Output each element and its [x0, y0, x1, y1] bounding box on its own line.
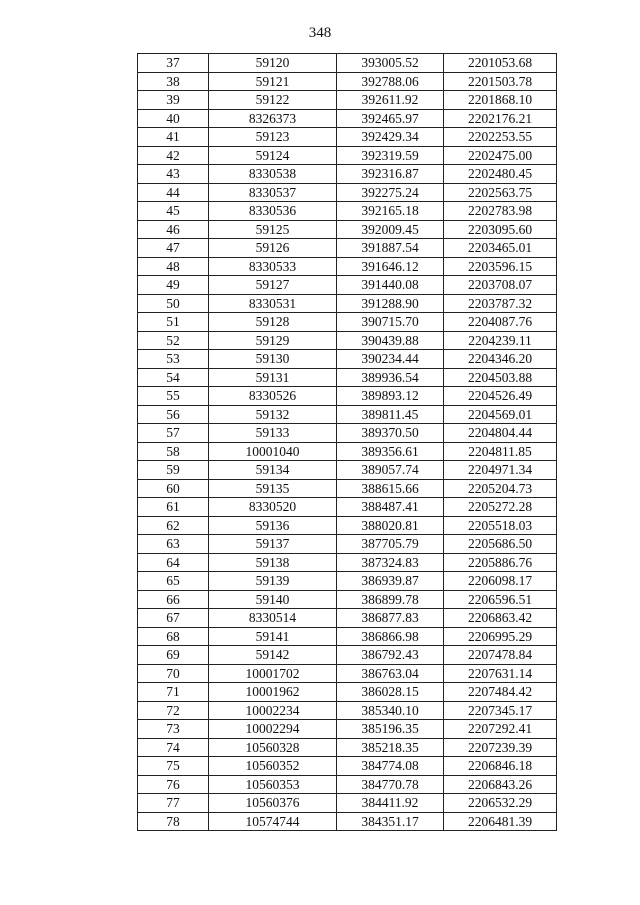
coordinates-table-body — [138, 54, 557, 831]
y-coordinate-cell: 2206863.42 — [444, 609, 557, 628]
y-coordinate-cell: 2204346.20 — [444, 350, 557, 369]
table-row — [138, 479, 557, 498]
x-coordinate-cell: 392429.34 — [337, 128, 444, 147]
y-coordinate-cell: 2204804.44 — [444, 424, 557, 443]
y-coordinate-cell: 2203708.07 — [444, 276, 557, 295]
point-number-cell: 52 — [138, 331, 209, 350]
point-id-cell: 8330536 — [209, 202, 337, 221]
point-id-cell: 59124 — [209, 146, 337, 165]
table-row — [138, 183, 557, 202]
y-coordinate-cell: 2203465.01 — [444, 239, 557, 258]
y-coordinate-cell: 2206995.29 — [444, 627, 557, 646]
point-number-cell: 66 — [138, 590, 209, 609]
x-coordinate-cell: 391440.08 — [337, 276, 444, 295]
table-row — [138, 461, 557, 480]
point-number-cell: 61 — [138, 498, 209, 517]
table-row — [138, 609, 557, 628]
x-coordinate-cell: 392165.18 — [337, 202, 444, 221]
point-number-cell: 74 — [138, 738, 209, 757]
point-id-cell: 59120 — [209, 54, 337, 73]
point-id-cell: 59134 — [209, 461, 337, 480]
table-row — [138, 146, 557, 165]
y-coordinate-cell: 2205204.73 — [444, 479, 557, 498]
x-coordinate-cell: 386792.43 — [337, 646, 444, 665]
y-coordinate-cell: 2206098.17 — [444, 572, 557, 591]
y-coordinate-cell: 2204087.76 — [444, 313, 557, 332]
point-id-cell: 8330533 — [209, 257, 337, 276]
x-coordinate-cell: 385218.35 — [337, 738, 444, 757]
table-row — [138, 535, 557, 554]
point-id-cell: 59141 — [209, 627, 337, 646]
y-coordinate-cell: 2206846.18 — [444, 757, 557, 776]
point-number-cell: 41 — [138, 128, 209, 147]
y-coordinate-cell: 2202253.55 — [444, 128, 557, 147]
y-coordinate-cell: 2204526.49 — [444, 387, 557, 406]
y-coordinate-cell: 2201868.10 — [444, 91, 557, 110]
point-id-cell: 10574744 — [209, 812, 337, 831]
x-coordinate-cell: 389370.50 — [337, 424, 444, 443]
point-number-cell: 51 — [138, 313, 209, 332]
table-row — [138, 757, 557, 776]
table-row — [138, 165, 557, 184]
x-coordinate-cell: 388615.66 — [337, 479, 444, 498]
table-row — [138, 257, 557, 276]
coordinates-table — [137, 53, 557, 831]
y-coordinate-cell: 2207478.84 — [444, 646, 557, 665]
table-row — [138, 220, 557, 239]
x-coordinate-cell: 392465.97 — [337, 109, 444, 128]
table-row — [138, 683, 557, 702]
x-coordinate-cell: 391887.54 — [337, 239, 444, 258]
table-row — [138, 239, 557, 258]
table-row — [138, 442, 557, 461]
point-id-cell: 59133 — [209, 424, 337, 443]
x-coordinate-cell: 392611.92 — [337, 91, 444, 110]
x-coordinate-cell: 390439.88 — [337, 331, 444, 350]
point-number-cell: 40 — [138, 109, 209, 128]
x-coordinate-cell: 387705.79 — [337, 535, 444, 554]
x-coordinate-cell: 389936.54 — [337, 368, 444, 387]
y-coordinate-cell: 2204971.34 — [444, 461, 557, 480]
x-coordinate-cell: 386877.83 — [337, 609, 444, 628]
x-coordinate-cell: 391646.12 — [337, 257, 444, 276]
y-coordinate-cell: 2204503.88 — [444, 368, 557, 387]
point-number-cell: 60 — [138, 479, 209, 498]
x-coordinate-cell: 384770.78 — [337, 775, 444, 794]
point-number-cell: 50 — [138, 294, 209, 313]
point-number-cell: 39 — [138, 91, 209, 110]
y-coordinate-cell: 2202563.75 — [444, 183, 557, 202]
point-number-cell: 46 — [138, 220, 209, 239]
point-id-cell: 8326373 — [209, 109, 337, 128]
table-row — [138, 202, 557, 221]
y-coordinate-cell: 2206596.51 — [444, 590, 557, 609]
x-coordinate-cell: 392009.45 — [337, 220, 444, 239]
point-number-cell: 37 — [138, 54, 209, 73]
table-row — [138, 627, 557, 646]
point-id-cell: 10560353 — [209, 775, 337, 794]
point-id-cell: 59135 — [209, 479, 337, 498]
x-coordinate-cell: 392316.87 — [337, 165, 444, 184]
table-row — [138, 276, 557, 295]
x-coordinate-cell: 384351.17 — [337, 812, 444, 831]
point-number-cell: 49 — [138, 276, 209, 295]
point-id-cell: 10002294 — [209, 720, 337, 739]
point-id-cell: 59126 — [209, 239, 337, 258]
table-row — [138, 646, 557, 665]
point-id-cell: 59130 — [209, 350, 337, 369]
table-row — [138, 91, 557, 110]
y-coordinate-cell: 2202783.98 — [444, 202, 557, 221]
point-id-cell: 59137 — [209, 535, 337, 554]
x-coordinate-cell: 386028.15 — [337, 683, 444, 702]
point-number-cell: 59 — [138, 461, 209, 480]
point-id-cell: 10001702 — [209, 664, 337, 683]
point-id-cell: 59129 — [209, 331, 337, 350]
point-number-cell: 63 — [138, 535, 209, 554]
table-row — [138, 701, 557, 720]
y-coordinate-cell: 2205518.03 — [444, 516, 557, 535]
point-number-cell: 45 — [138, 202, 209, 221]
point-id-cell: 10560328 — [209, 738, 337, 757]
x-coordinate-cell: 392788.06 — [337, 72, 444, 91]
table-row — [138, 590, 557, 609]
table-row — [138, 424, 557, 443]
x-coordinate-cell: 393005.52 — [337, 54, 444, 73]
y-coordinate-cell: 2207631.14 — [444, 664, 557, 683]
y-coordinate-cell: 2205886.76 — [444, 553, 557, 572]
point-id-cell: 59123 — [209, 128, 337, 147]
point-id-cell: 8330514 — [209, 609, 337, 628]
point-number-cell: 70 — [138, 664, 209, 683]
x-coordinate-cell: 389811.45 — [337, 405, 444, 424]
point-id-cell: 59142 — [209, 646, 337, 665]
x-coordinate-cell: 390715.70 — [337, 313, 444, 332]
point-id-cell: 59131 — [209, 368, 337, 387]
table-row — [138, 72, 557, 91]
table-row — [138, 313, 557, 332]
point-number-cell: 67 — [138, 609, 209, 628]
point-id-cell: 59121 — [209, 72, 337, 91]
x-coordinate-cell: 386763.04 — [337, 664, 444, 683]
point-number-cell: 38 — [138, 72, 209, 91]
y-coordinate-cell: 2202176.21 — [444, 109, 557, 128]
point-number-cell: 48 — [138, 257, 209, 276]
y-coordinate-cell: 2203787.32 — [444, 294, 557, 313]
x-coordinate-cell: 385196.35 — [337, 720, 444, 739]
point-number-cell: 56 — [138, 405, 209, 424]
point-id-cell: 59127 — [209, 276, 337, 295]
point-number-cell: 42 — [138, 146, 209, 165]
table-row — [138, 572, 557, 591]
x-coordinate-cell: 388487.41 — [337, 498, 444, 517]
point-id-cell: 10560376 — [209, 794, 337, 813]
point-id-cell: 8330526 — [209, 387, 337, 406]
y-coordinate-cell: 2205686.50 — [444, 535, 557, 554]
y-coordinate-cell: 2207484.42 — [444, 683, 557, 702]
point-number-cell: 64 — [138, 553, 209, 572]
x-coordinate-cell: 387324.83 — [337, 553, 444, 572]
table-row — [138, 664, 557, 683]
point-id-cell: 10560352 — [209, 757, 337, 776]
table-row — [138, 368, 557, 387]
point-id-cell: 8330520 — [209, 498, 337, 517]
point-id-cell: 59138 — [209, 553, 337, 572]
x-coordinate-cell: 388020.81 — [337, 516, 444, 535]
point-id-cell: 8330531 — [209, 294, 337, 313]
y-coordinate-cell: 2203095.60 — [444, 220, 557, 239]
point-id-cell: 59128 — [209, 313, 337, 332]
table-row — [138, 720, 557, 739]
point-id-cell: 10001962 — [209, 683, 337, 702]
point-number-cell: 71 — [138, 683, 209, 702]
y-coordinate-cell: 2202480.45 — [444, 165, 557, 184]
point-number-cell: 68 — [138, 627, 209, 646]
y-coordinate-cell: 2207345.17 — [444, 701, 557, 720]
table-row — [138, 775, 557, 794]
y-coordinate-cell: 2201503.78 — [444, 72, 557, 91]
table-row — [138, 516, 557, 535]
y-coordinate-cell: 2206843.26 — [444, 775, 557, 794]
point-id-cell: 10002234 — [209, 701, 337, 720]
point-number-cell: 55 — [138, 387, 209, 406]
y-coordinate-cell: 2202475.00 — [444, 146, 557, 165]
point-number-cell: 77 — [138, 794, 209, 813]
y-coordinate-cell: 2203596.15 — [444, 257, 557, 276]
y-coordinate-cell: 2204239.11 — [444, 331, 557, 350]
y-coordinate-cell: 2205272.28 — [444, 498, 557, 517]
point-id-cell: 59140 — [209, 590, 337, 609]
x-coordinate-cell: 386899.78 — [337, 590, 444, 609]
y-coordinate-cell: 2204811.85 — [444, 442, 557, 461]
y-coordinate-cell: 2206532.29 — [444, 794, 557, 813]
table-row — [138, 387, 557, 406]
x-coordinate-cell: 389057.74 — [337, 461, 444, 480]
point-number-cell: 62 — [138, 516, 209, 535]
point-number-cell: 44 — [138, 183, 209, 202]
point-number-cell: 43 — [138, 165, 209, 184]
y-coordinate-cell: 2204569.01 — [444, 405, 557, 424]
x-coordinate-cell: 392319.59 — [337, 146, 444, 165]
table-row — [138, 294, 557, 313]
table-row — [138, 350, 557, 369]
table-row — [138, 553, 557, 572]
table-row — [138, 405, 557, 424]
x-coordinate-cell: 386866.98 — [337, 627, 444, 646]
point-number-cell: 65 — [138, 572, 209, 591]
point-id-cell: 59139 — [209, 572, 337, 591]
table-row — [138, 498, 557, 517]
table-row — [138, 738, 557, 757]
x-coordinate-cell: 392275.24 — [337, 183, 444, 202]
point-number-cell: 58 — [138, 442, 209, 461]
y-coordinate-cell: 2207239.39 — [444, 738, 557, 757]
table-row — [138, 812, 557, 831]
point-number-cell: 76 — [138, 775, 209, 794]
point-number-cell: 54 — [138, 368, 209, 387]
table-row — [138, 331, 557, 350]
x-coordinate-cell: 391288.90 — [337, 294, 444, 313]
x-coordinate-cell: 384411.92 — [337, 794, 444, 813]
point-number-cell: 73 — [138, 720, 209, 739]
point-number-cell: 75 — [138, 757, 209, 776]
page-number: 348 — [308, 25, 332, 41]
point-number-cell: 53 — [138, 350, 209, 369]
point-id-cell: 59122 — [209, 91, 337, 110]
x-coordinate-cell: 386939.87 — [337, 572, 444, 591]
point-number-cell: 72 — [138, 701, 209, 720]
x-coordinate-cell: 385340.10 — [337, 701, 444, 720]
point-id-cell: 8330537 — [209, 183, 337, 202]
table-row — [138, 109, 557, 128]
x-coordinate-cell: 390234.44 — [337, 350, 444, 369]
point-id-cell: 8330538 — [209, 165, 337, 184]
point-number-cell: 47 — [138, 239, 209, 258]
y-coordinate-cell: 2206481.39 — [444, 812, 557, 831]
point-number-cell: 57 — [138, 424, 209, 443]
y-coordinate-cell: 2201053.68 — [444, 54, 557, 73]
x-coordinate-cell: 384774.08 — [337, 757, 444, 776]
x-coordinate-cell: 389893.12 — [337, 387, 444, 406]
point-id-cell: 59136 — [209, 516, 337, 535]
point-id-cell: 10001040 — [209, 442, 337, 461]
point-id-cell: 59125 — [209, 220, 337, 239]
table-row — [138, 54, 557, 73]
point-id-cell: 59132 — [209, 405, 337, 424]
table-row — [138, 128, 557, 147]
point-number-cell: 78 — [138, 812, 209, 831]
point-number-cell: 69 — [138, 646, 209, 665]
table-row — [138, 794, 557, 813]
y-coordinate-cell: 2207292.41 — [444, 720, 557, 739]
x-coordinate-cell: 389356.61 — [337, 442, 444, 461]
